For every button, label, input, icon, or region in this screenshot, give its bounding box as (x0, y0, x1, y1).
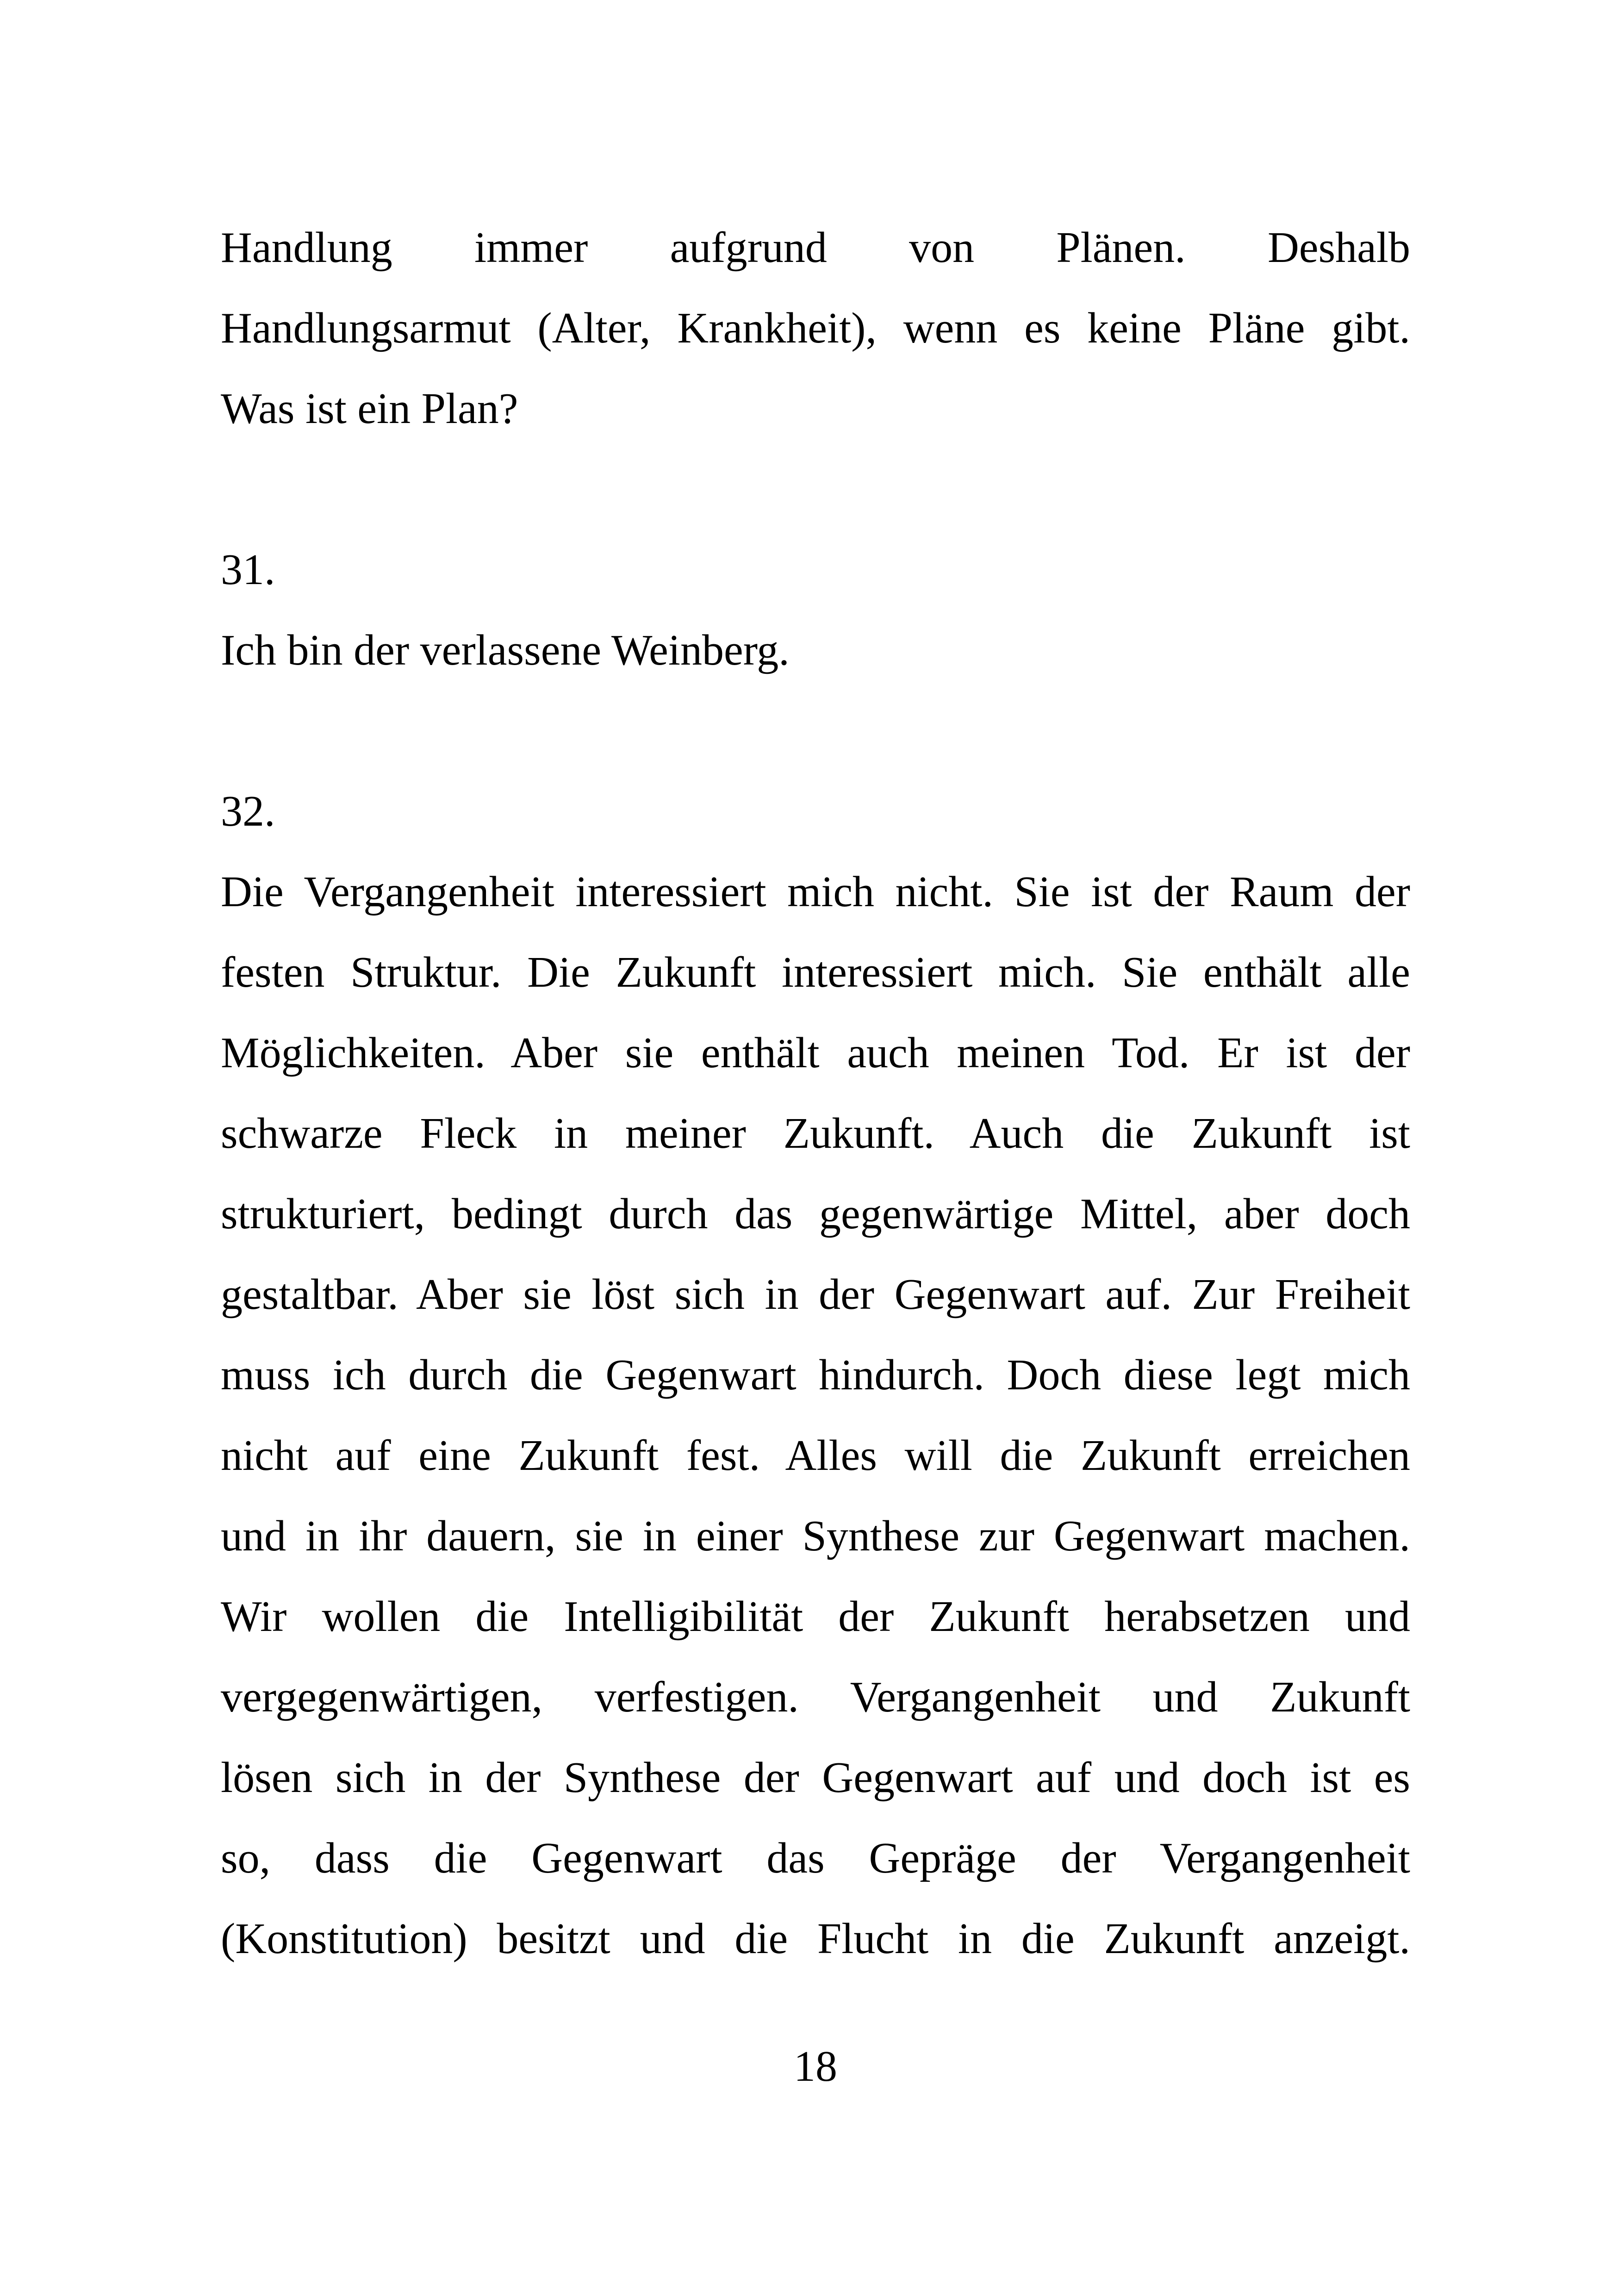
text-line: Handlung immer aufgrund von Plänen. Deshalb (221, 224, 1410, 272)
section-number: 31. (221, 546, 275, 594)
text-line: und in ihr dauern, sie in einer Synthese zur Gegenwart machen. (221, 1512, 1410, 1560)
text-line: Wir wollen die Intelligibilität der Zukunft herabsetzen und (221, 1593, 1410, 1641)
text-line: vergegenwärtigen, verfestigen. Vergangenheit und Zukunft (221, 1673, 1410, 1721)
text-line: Möglichkeiten. Aber sie enthält auch meinen Tod. Er ist der (221, 1029, 1410, 1077)
text-line: festen Struktur. Die Zukunft interessiert mich. Sie enthält alle (221, 948, 1410, 996)
text-line: gestaltbar. Aber sie löst sich in der Gegenwart auf. Zur Freiheit (221, 1270, 1410, 1319)
text-line: Was ist ein Plan? (221, 385, 518, 433)
text-line: muss ich durch die Gegenwart hindurch. Doch diese legt mich (221, 1351, 1410, 1399)
text-line: Handlungsarmut (Alter, Krankheit), wenn es keine Pläne gibt. (221, 304, 1410, 352)
text-line: nicht auf eine Zukunft fest. Alles will die Zukunft erreichen (221, 1431, 1410, 1480)
text-line: Die Vergangenheit interessiert mich nicht. Sie ist der Raum der (221, 868, 1410, 916)
text-line: (Konstitution) besitzt und die Flucht in die Zukunft anzeigt. (221, 1915, 1410, 1963)
text-line: Ich bin der verlassene Weinberg. (221, 626, 790, 674)
text-line: so, dass die Gegenwart das Gepräge der Vergangenheit (221, 1834, 1410, 1882)
text-line: schwarze Fleck in meiner Zukunft. Auch die Zukunft ist (221, 1109, 1410, 1157)
page-number: 18 (794, 2042, 837, 2091)
text-line: strukturiert, bedingt durch das gegenwärtige Mittel, aber doch (221, 1190, 1410, 1238)
section-number: 32. (221, 787, 275, 835)
text-line: lösen sich in der Synthese der Gegenwart auf und doch ist es (221, 1754, 1410, 1802)
document-page (221, 0, 1410, 2296)
